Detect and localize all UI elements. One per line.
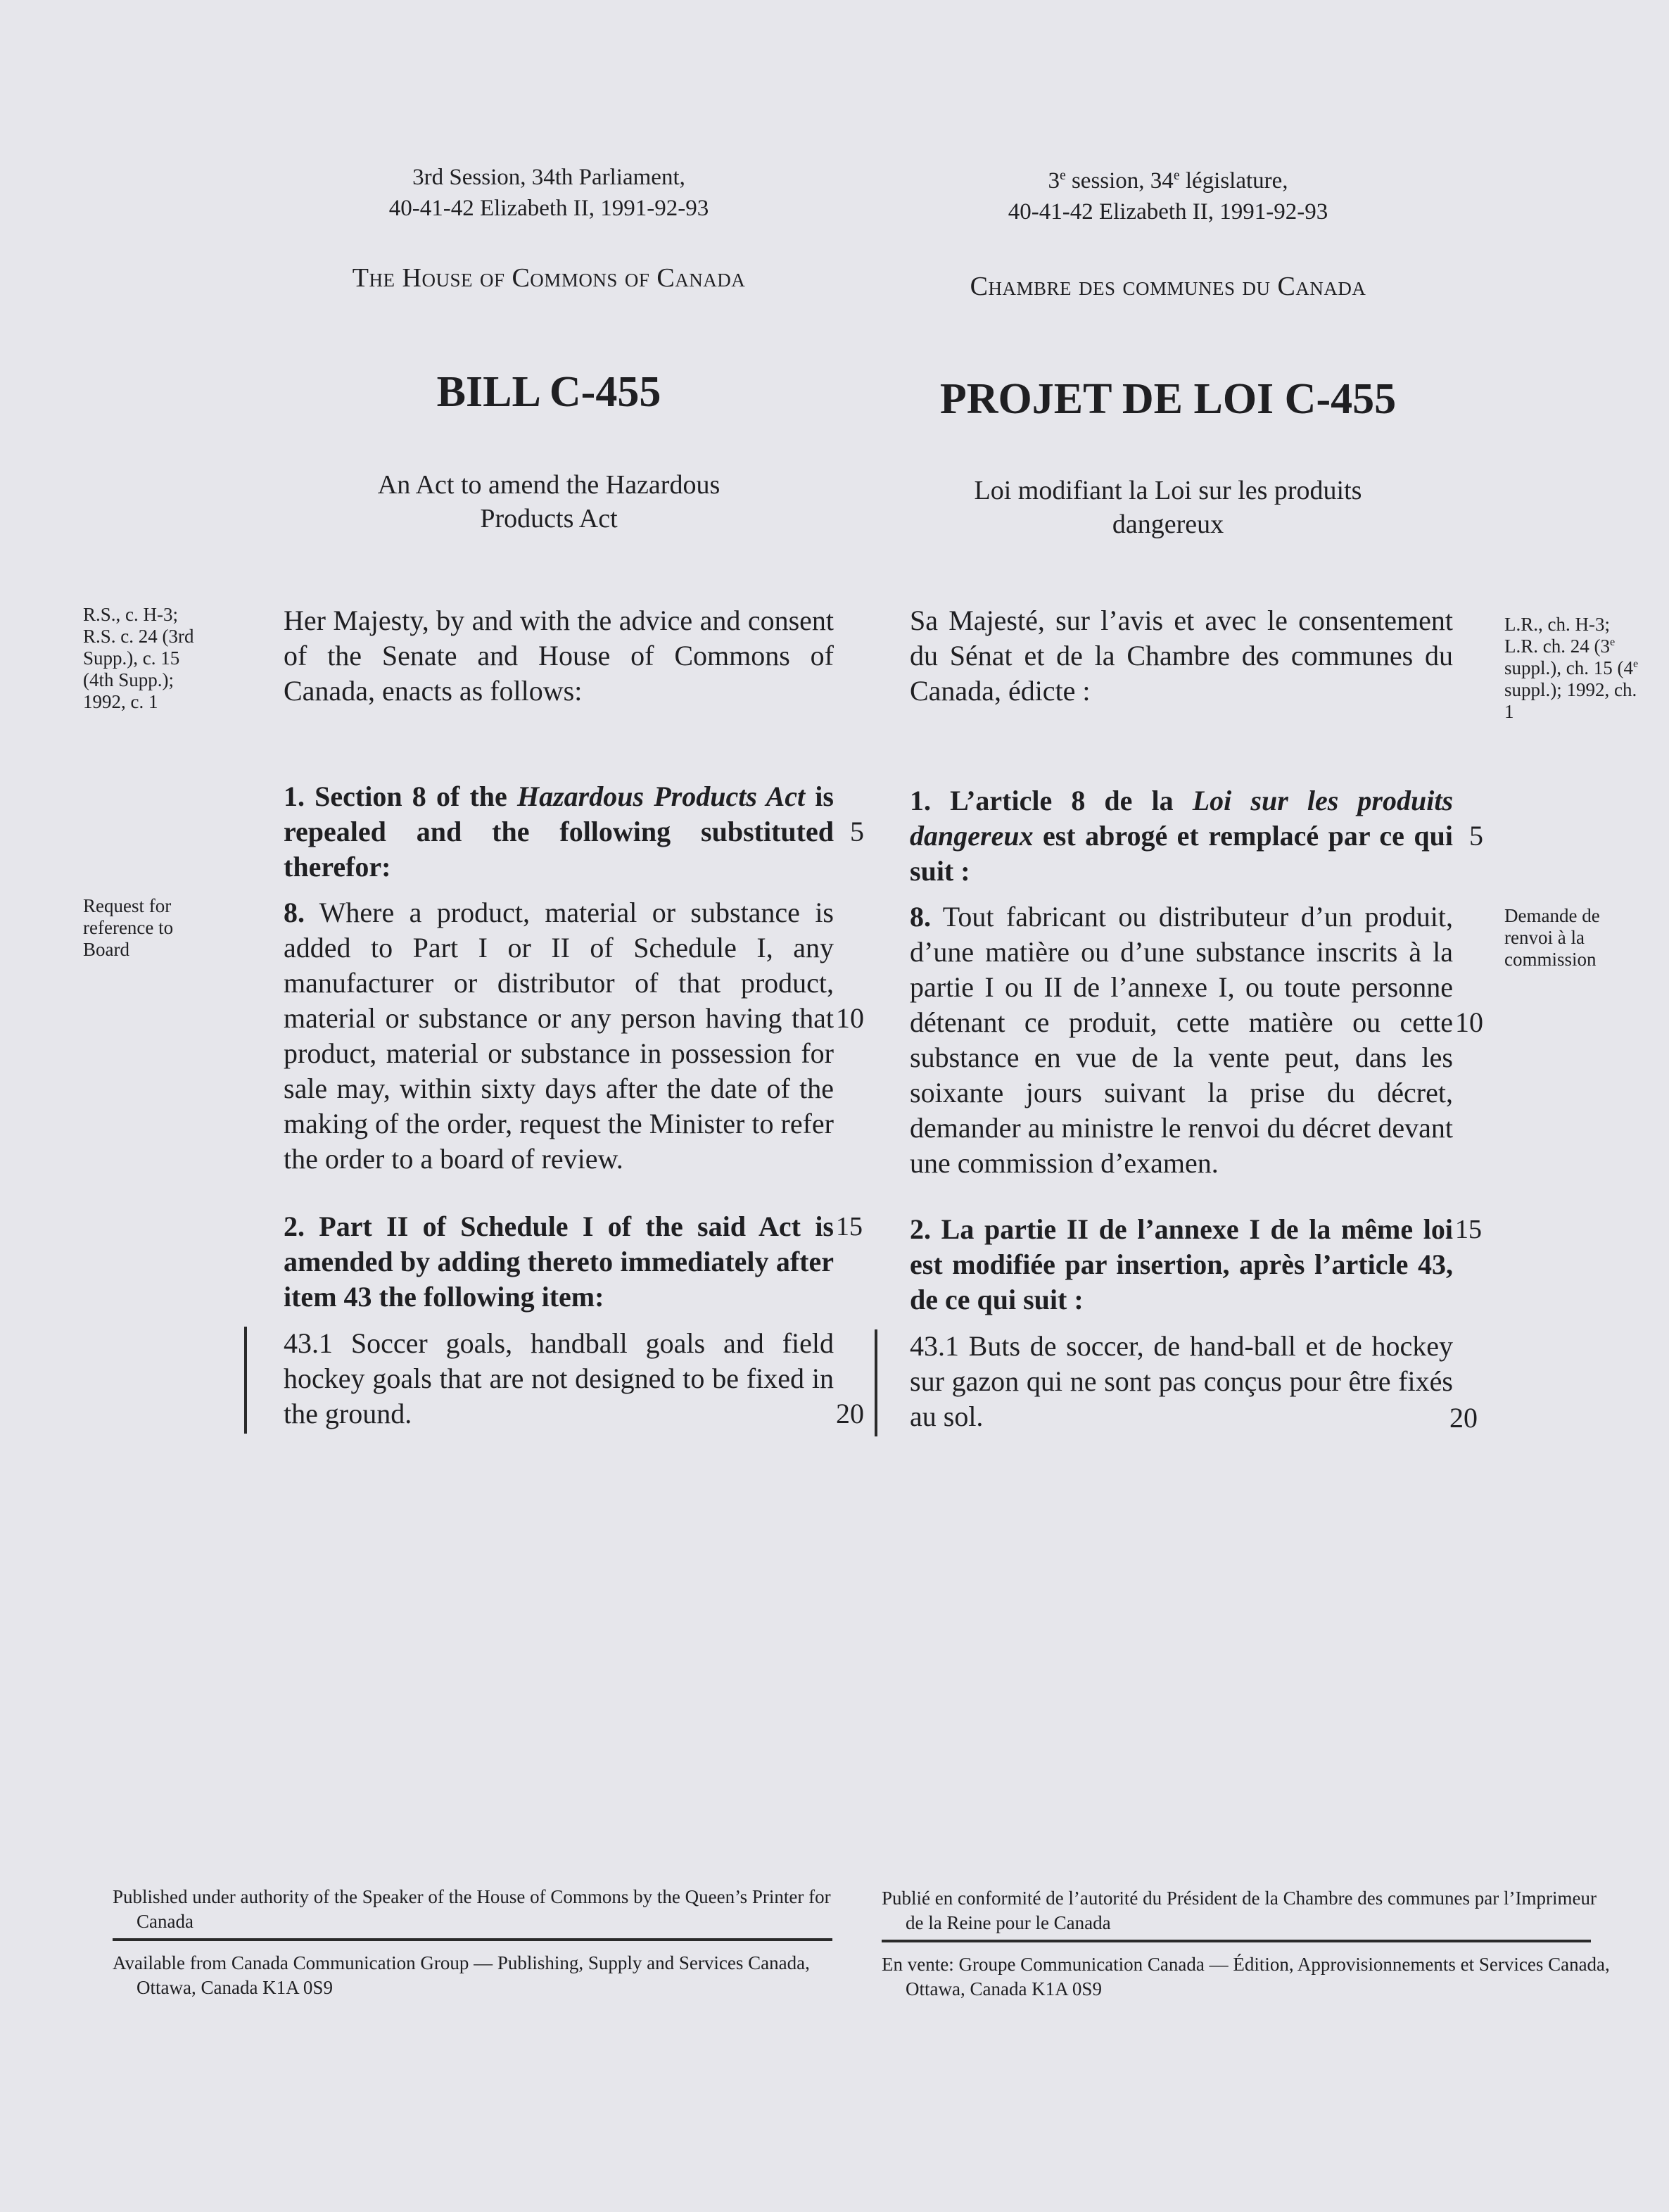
footer-rule — [113, 1938, 832, 1941]
enacting-text: Her Majesty, by and with the advice and consent of the Senate and House of Commons of Canada, enacts as follows: — [284, 605, 834, 707]
change-bar — [875, 1329, 877, 1436]
section-2-heading: 2. Part II of Schedule I of the said Act is amended by adding thereto immediately after item 43 the following item: — [284, 1211, 834, 1313]
bill-title: PROJET DE LOI C-455 — [939, 375, 1397, 423]
section-1-text: 1. Section 8 of the Hazardous Products Act is repealed and the following substituted therefor: — [284, 780, 834, 883]
margin-note: Request for reference to Board — [83, 895, 174, 960]
line-number: 5 — [1469, 820, 1483, 852]
bill-title: BILL C-455 — [436, 368, 661, 416]
section-8-text: 8. Tout fabricant ou distributeur d’un produit, d’une matière ou d’une substance inscrits à la partie I ou II de l’annexe I, ou toute personne détenant ce produit, cette matière ou cette substance en vue de la vente peut, dans les soixante jours suivant la prise du décret, demander au ministre le renvoi du décret devant une commission d’examen. — [910, 901, 1453, 1179]
footer-rule — [882, 1940, 1591, 1942]
bill-subtitle — [267, 468, 830, 536]
change-bar — [244, 1327, 247, 1434]
section-1-text: 1. L’article 8 de la Loi sur les produits dangereux est abrogé et remplacé par ce qui suit : — [910, 785, 1454, 887]
line-number: 5 — [850, 816, 864, 847]
line-number: 10 — [1455, 1006, 1483, 1038]
bill-subtitle — [887, 474, 1449, 541]
enacting-clause — [882, 603, 1453, 709]
footer-available: En vente: Groupe Communication Canada — Édition, Approvisionnements et Services Canada, Ottawa, Canada K1A 0S9 — [882, 1954, 1610, 1999]
subtitle-line: dangereux — [1112, 510, 1224, 539]
section-8-text: 8. Where a product, material or substance is added to Part I or II of Schedule I, any manufacturer or distributor of that product, material or substance or any person having that product, material or substance in possession for sale may, within sixty days after the date of the making of the order, request the Minister to refer the order to a board of review. — [284, 897, 834, 1175]
footer-published: Published under authority of the Speaker of the House of Commons by the Queen’s Printer for Canada — [113, 1886, 831, 1932]
house-name: The House of Commons of Canada — [352, 263, 746, 293]
enacting-clause — [255, 603, 834, 709]
subtitle-line: Products Act — [480, 504, 618, 533]
line-number: 20 — [1449, 1402, 1478, 1434]
margin-note: Demande de renvoi à la commission — [1504, 905, 1600, 970]
subtitle-line: An Act to amend the Hazardous — [377, 470, 721, 500]
enacting-text: Sa Majesté, sur l’avis et avec le consentement du Sénat et de la Chambre des communes du Canada, édicte : — [910, 605, 1453, 707]
session-info — [922, 165, 1414, 227]
line-number: 15 — [1455, 1215, 1482, 1244]
section-number: 8. — [910, 901, 931, 933]
session-line: 40-41-42 Elizabeth II, 1991-92-93 — [1008, 199, 1328, 225]
margin-citation: R.S., c. H-3; R.S. c. 24 (3rd Supp.), c. 15 (4th Supp.); 1992, c. 1 — [83, 604, 194, 712]
session-line: 3e session, 34e législature, — [1048, 168, 1288, 194]
margin-citation: L.R., ch. H-3; L.R. ch. 24 (3e suppl.), ch. 15 (4e suppl.); 1992, ch. 1 — [1504, 614, 1639, 722]
house-name: Chambre des communes du Canada — [970, 272, 1366, 301]
line-number: 15 — [836, 1212, 863, 1241]
line-number: 10 — [836, 1002, 864, 1034]
section-1-heading — [882, 783, 1453, 889]
footer-available: Available from Canada Communication Group — Publishing, Supply and Services Canada, Ottawa, Canada K1A 0S9 — [113, 1952, 810, 1998]
section-1-heading — [255, 779, 834, 885]
session-line: 40-41-42 Elizabeth II, 1991-92-93 — [388, 196, 709, 221]
section-number: 8. — [284, 897, 305, 928]
footer-published: Publié en conformité de l’autorité du Président de la Chambre des communes par l’Imprimeur de la Reine pour le Canada — [882, 1888, 1597, 1933]
session-info — [303, 162, 795, 224]
line-number: 20 — [836, 1398, 864, 1429]
item-43-1: 43.1 Buts de soccer, de hand-ball et de hockey sur gazon qui ne sont pas conçus pour être fixés au sol. — [910, 1330, 1453, 1432]
subtitle-line: Loi modifiant la Loi sur les produits — [974, 476, 1362, 505]
session-line: 3rd Session, 34th Parliament, — [412, 165, 685, 190]
section-2-heading: 2. La partie II de l’annexe I de la même loi est modifiée par insertion, après l’article 43, de ce qui suit : — [910, 1213, 1453, 1315]
item-43-1: 43.1 Soccer goals, handball goals and field hockey goals that are not designed to be fixed in the ground. — [284, 1327, 834, 1429]
